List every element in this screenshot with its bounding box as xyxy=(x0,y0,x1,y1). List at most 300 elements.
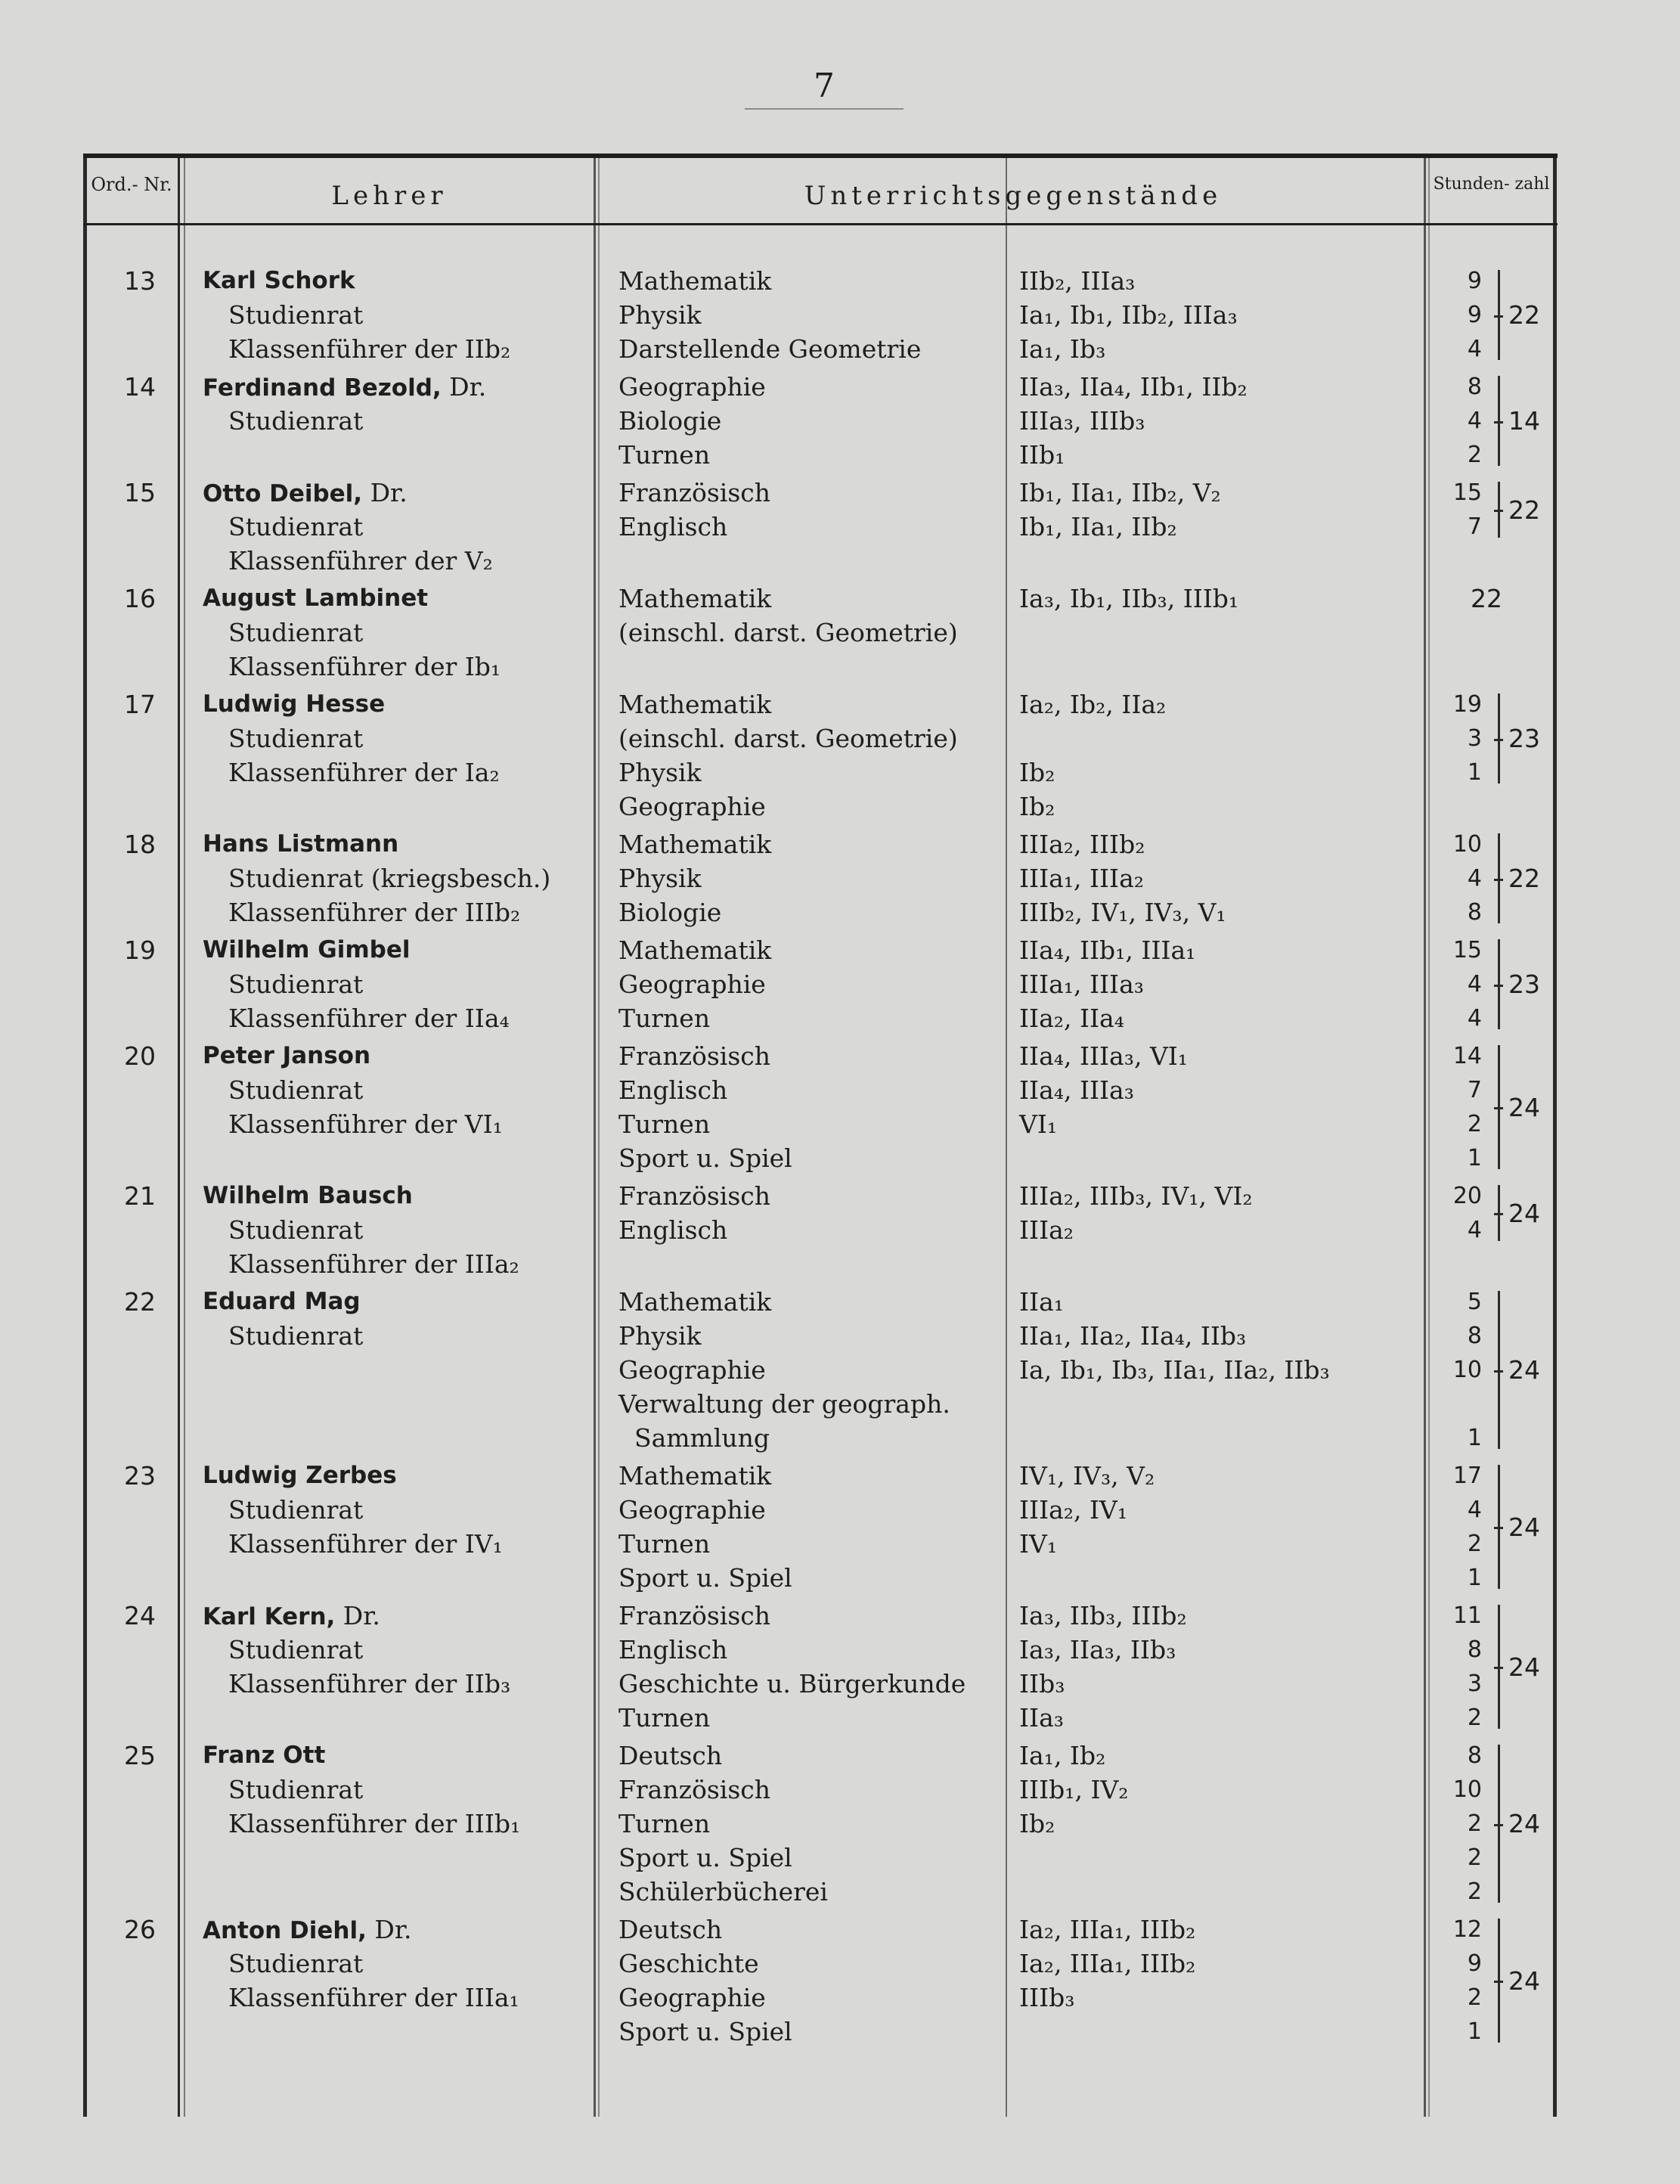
class-list: IIIa₂, IIIb₃, IV₁, VI₂ xyxy=(1019,1181,1253,1211)
total-hours: 24 xyxy=(1508,1355,1540,1385)
table-row xyxy=(83,1913,1558,2052)
teacher-role: Studienrat xyxy=(228,724,364,753)
teacher-role: Klassenführer der Ib₁ xyxy=(228,652,501,681)
hours-value: 15 xyxy=(1452,937,1482,963)
class-list: IIb₃ xyxy=(1019,1669,1065,1698)
subject: Französisch xyxy=(618,1181,771,1211)
hours-cell xyxy=(1437,476,1482,578)
teacher-role: Klassenführer der IIIb₂ xyxy=(228,898,521,927)
teacher-academic-title: Dr. xyxy=(362,478,408,507)
teacher-cell xyxy=(203,264,592,366)
brace-tip xyxy=(1494,1213,1503,1215)
class-list: Ia₂, IIIa₁, IIIb₂ xyxy=(1019,1915,1196,1944)
subject: Physik xyxy=(618,758,702,787)
subjects-cell xyxy=(618,370,1008,472)
teacher-name-text: Karl Kern, xyxy=(203,1603,336,1630)
subject xyxy=(618,1247,1008,1281)
teacher-cell xyxy=(203,933,592,1035)
total-hours: 23 xyxy=(1508,724,1540,753)
teacher-role: Studienrat xyxy=(228,969,364,999)
teacher-academic-title: Dr. xyxy=(441,372,487,402)
classes-cell xyxy=(1019,1285,1420,1455)
table-row xyxy=(83,1739,1558,1913)
subject: Mathematik xyxy=(618,935,772,965)
teacher-name xyxy=(203,933,592,967)
teacher-name xyxy=(203,370,592,404)
ord-number: 22 xyxy=(124,1287,156,1317)
header-unterrichtsgegenstaende: Unterrichtsgegenstände xyxy=(804,181,1223,211)
subject: (einschl. darst. Geometrie) xyxy=(618,724,958,753)
subject: Verwaltung der geograph. xyxy=(618,1389,950,1419)
total-hours: 24 xyxy=(1508,1652,1540,1682)
table-row xyxy=(83,1285,1558,1459)
subject: Mathematik xyxy=(618,266,772,296)
teacher-name-text: Karl Schork xyxy=(203,267,355,294)
table-row xyxy=(83,687,1558,827)
classes-cell xyxy=(1019,370,1420,472)
teacher-role: Klassenführer der VI₁ xyxy=(228,1109,503,1139)
teacher-name-text: Peter Janson xyxy=(203,1042,371,1069)
table-row xyxy=(83,1039,1558,1179)
subject: Darstellende Geometrie xyxy=(618,334,922,364)
teacher-role: Studienrat xyxy=(228,618,364,647)
total-hours: 24 xyxy=(1508,1809,1540,1838)
subject: Englisch xyxy=(618,1635,728,1664)
class-list xyxy=(1019,1561,1420,1595)
class-list xyxy=(1019,1387,1420,1421)
total-hours: 22 xyxy=(1471,584,1502,613)
subject xyxy=(618,650,1008,684)
class-list: IIIa₂ xyxy=(1019,1215,1074,1245)
hours-value: 1 xyxy=(1467,1565,1482,1591)
brace-tip xyxy=(1494,1667,1503,1669)
subject: Turnen xyxy=(618,1809,711,1838)
subjects-cell xyxy=(618,1285,1008,1455)
subject: Deutsch xyxy=(618,1741,723,1770)
hours-value: 10 xyxy=(1452,1776,1482,1803)
subject: Geographie xyxy=(618,969,766,999)
subjects-cell xyxy=(618,1459,1008,1595)
classes-cell xyxy=(1019,1459,1420,1595)
subject: Mathematik xyxy=(618,584,772,613)
hours-value: 4 xyxy=(1467,1005,1482,1032)
teacher-cell xyxy=(203,827,592,929)
hours-cell xyxy=(1437,687,1482,824)
hours-value: 3 xyxy=(1467,725,1482,752)
subjects-cell xyxy=(618,687,1008,824)
subject: Französisch xyxy=(618,478,771,507)
subjects-cell xyxy=(618,264,1008,366)
teacher-cell xyxy=(203,1913,592,2015)
classes-cell xyxy=(1019,1039,1420,1175)
teacher-role: Studienrat xyxy=(228,1495,364,1525)
teacher-name-text: Ludwig Zerbes xyxy=(203,1462,397,1489)
subjects-cell xyxy=(618,582,1008,684)
class-list: IIb₂, IIIa₃ xyxy=(1019,266,1136,296)
hours-cell xyxy=(1437,1039,1482,1175)
ord-number: 14 xyxy=(124,372,156,402)
subjects-cell xyxy=(618,827,1008,929)
subject: Englisch xyxy=(618,512,728,541)
teacher-name xyxy=(203,582,592,616)
teacher-role: Studienrat xyxy=(228,1075,364,1105)
teacher-role: Studienrat xyxy=(228,300,364,330)
teacher-role: Studienrat xyxy=(228,1635,364,1664)
classes-cell xyxy=(1019,1913,1420,2049)
hours-value xyxy=(1437,1387,1482,1421)
subjects-cell xyxy=(618,1179,1008,1281)
class-list: Ib₂ xyxy=(1019,1809,1055,1838)
hours-value: 15 xyxy=(1452,479,1482,506)
brace-tip xyxy=(1494,1527,1503,1529)
total-hours: 24 xyxy=(1508,1965,1540,1996)
subjects-cell xyxy=(618,1599,1008,1735)
subject: (einschl. darst. Geometrie) xyxy=(618,618,958,647)
class-list: VI₁ xyxy=(1019,1109,1058,1139)
class-list: Ia₃, IIa₃, IIb₃ xyxy=(1019,1635,1176,1664)
teacher-role: Klassenführer der V₂ xyxy=(228,546,493,575)
teacher-role: Klassenführer der IIb₂ xyxy=(228,334,511,364)
subject: Turnen xyxy=(618,440,711,470)
hours-value: 12 xyxy=(1452,1916,1482,1943)
hours-value: 2 xyxy=(1467,1531,1482,1557)
hours-value: 9 xyxy=(1467,302,1482,328)
ord-number: 15 xyxy=(124,478,156,507)
table-row xyxy=(83,1599,1558,1739)
header-ord: Ord.- Nr. xyxy=(91,174,172,195)
hours-value: 4 xyxy=(1467,1497,1482,1523)
teacher-role: Studienrat xyxy=(228,1321,364,1351)
hours-value: 14 xyxy=(1452,1043,1482,1069)
class-list xyxy=(1019,721,1420,755)
subject: Biologie xyxy=(618,406,722,436)
teacher-role: Studienrat (kriegsbesch.) xyxy=(228,864,551,893)
subject: Turnen xyxy=(618,1004,711,1033)
class-list: Ia₁, Ib₂ xyxy=(1019,1741,1106,1770)
subject: Mathematik xyxy=(618,1287,772,1317)
teacher-cell xyxy=(203,1599,592,1701)
teacher-cell xyxy=(203,1459,592,1561)
subject: Sport u. Spiel xyxy=(618,1143,792,1173)
subjects-cell xyxy=(618,933,1008,1035)
subject: Schülerbücherei xyxy=(618,1877,828,1906)
total-hours: 14 xyxy=(1508,406,1540,436)
teacher-role: Klassenführer der IIIa₁ xyxy=(228,1983,519,2012)
class-list: IIIb₃ xyxy=(1019,1983,1075,2012)
table-row xyxy=(83,1459,1558,1599)
hours-value: 11 xyxy=(1452,1602,1482,1629)
brace-tip xyxy=(1494,1370,1503,1373)
teacher-role: Studienrat xyxy=(228,406,364,436)
hours-value: 2 xyxy=(1467,1844,1482,1871)
class-list xyxy=(1019,1841,1420,1875)
total-hours: 24 xyxy=(1508,1092,1540,1122)
subject: Turnen xyxy=(618,1529,711,1559)
classes-cell xyxy=(1019,582,1420,684)
hours-value: 7 xyxy=(1467,1077,1482,1103)
header-rule xyxy=(83,223,1558,225)
table-row xyxy=(83,370,1558,476)
brace-tip xyxy=(1494,1107,1503,1109)
class-list: IV₁, IV₃, V₂ xyxy=(1019,1461,1155,1491)
ord-number: 20 xyxy=(124,1041,156,1071)
teacher-cell xyxy=(203,1039,592,1141)
hours-value: 8 xyxy=(1467,899,1482,926)
hours-value: 9 xyxy=(1467,1950,1482,1977)
classes-cell xyxy=(1019,933,1420,1035)
hours-cell xyxy=(1437,370,1482,472)
hours-value: 10 xyxy=(1452,1357,1482,1383)
teacher-name-text: Wilhelm Bausch xyxy=(203,1182,413,1209)
class-list: Ia₁, Ib₃ xyxy=(1019,334,1106,364)
hours-value: 4 xyxy=(1467,336,1482,362)
class-list: IIa₃ xyxy=(1019,1703,1064,1733)
classes-cell xyxy=(1019,1179,1420,1281)
brace-tip xyxy=(1494,739,1503,741)
teacher-role: Studienrat xyxy=(228,1775,364,1804)
teacher-name xyxy=(203,687,592,721)
ord-number: 18 xyxy=(124,830,156,859)
class-list xyxy=(1019,650,1420,684)
ord-number: 24 xyxy=(124,1601,156,1630)
hours-value: 4 xyxy=(1467,408,1482,434)
teacher-name xyxy=(203,264,592,298)
hours-value xyxy=(1437,650,1482,684)
hours-value: 5 xyxy=(1467,1289,1482,1315)
ord-number: 16 xyxy=(124,584,156,613)
hours-value: 4 xyxy=(1467,971,1482,997)
brace-tip xyxy=(1494,879,1503,881)
class-list: IV₁ xyxy=(1019,1529,1058,1559)
table-row xyxy=(83,476,1558,582)
hours-value: 3 xyxy=(1467,1671,1482,1697)
classes-cell xyxy=(1019,827,1420,929)
teacher-name-text: Hans Listmann xyxy=(203,830,399,858)
teacher-name xyxy=(203,1599,592,1633)
class-list: IIIa₃, IIIb₃ xyxy=(1019,406,1145,436)
teacher-name xyxy=(203,476,592,510)
class-list: Ia₁, Ib₁, IIb₂, IIIa₃ xyxy=(1019,300,1238,330)
hours-cell xyxy=(1437,264,1482,366)
teacher-name-text: Eduard Mag xyxy=(203,1288,361,1315)
subject: Sport u. Spiel xyxy=(618,2017,792,2046)
table-row xyxy=(83,264,1558,370)
subject: Deutsch xyxy=(618,1915,723,1944)
class-list: IIIa₂, IV₁ xyxy=(1019,1495,1128,1525)
total-hours: 24 xyxy=(1508,1512,1540,1542)
subject: Physik xyxy=(618,300,702,330)
teacher-cell xyxy=(203,1285,592,1353)
subject: Physik xyxy=(618,1321,702,1351)
teacher-role: Klassenführer der IIb₃ xyxy=(228,1669,511,1698)
teacher-name-text: Anton Diehl, xyxy=(203,1917,367,1944)
table-body xyxy=(83,264,1558,2052)
brace-tip xyxy=(1494,421,1503,423)
teacher-name-text: Ferdinand Bezold, xyxy=(203,374,442,402)
ord-number: 23 xyxy=(124,1461,156,1491)
class-list xyxy=(1019,1247,1420,1281)
ord-number: 17 xyxy=(124,690,156,719)
subject: Englisch xyxy=(618,1215,728,1245)
class-list: IIa₁ xyxy=(1019,1287,1064,1317)
subject: Französisch xyxy=(618,1601,771,1630)
table-row xyxy=(83,933,1558,1039)
hours-value: 20 xyxy=(1452,1183,1482,1209)
subjects-cell xyxy=(618,1913,1008,2049)
teacher-cell xyxy=(203,370,592,438)
hours-cell xyxy=(1437,933,1482,1035)
subject: Geographie xyxy=(618,1355,766,1385)
teacher-name xyxy=(203,1459,592,1493)
subject: Englisch xyxy=(618,1075,728,1105)
table-row xyxy=(83,1179,1558,1285)
hours-value xyxy=(1437,1247,1482,1281)
ord-number: 25 xyxy=(124,1741,156,1770)
teacher-name xyxy=(203,1179,592,1213)
brace-tip xyxy=(1494,985,1503,987)
ord-number: 19 xyxy=(124,935,156,965)
hours-value: 2 xyxy=(1467,1705,1482,1731)
class-list: IIa₄, IIb₁, IIIa₁ xyxy=(1019,935,1196,965)
hours-value: 9 xyxy=(1467,268,1482,294)
hours-value xyxy=(1437,790,1482,824)
class-list: IIa₂, IIa₄ xyxy=(1019,1004,1124,1033)
teacher-name xyxy=(203,1285,592,1319)
teacher-cell xyxy=(203,1179,592,1281)
subject: Französisch xyxy=(618,1775,771,1804)
header-lehrer: Lehrer xyxy=(331,181,448,211)
hours-value: 8 xyxy=(1467,1636,1482,1663)
class-list xyxy=(1019,616,1420,650)
hours-value: 10 xyxy=(1452,831,1482,858)
teacher-cell xyxy=(203,476,592,578)
ord-number: 26 xyxy=(124,1915,156,1944)
class-list xyxy=(1019,1141,1420,1175)
total-hours: 23 xyxy=(1508,969,1540,999)
teacher-table xyxy=(83,154,1558,2117)
brace-tip xyxy=(1494,315,1503,318)
subject: Sport u. Spiel xyxy=(618,1843,792,1872)
class-list: Ib₂ xyxy=(1019,758,1055,787)
hours-value: 1 xyxy=(1467,759,1482,786)
subject: Geschichte u. Bürgerkunde xyxy=(618,1669,966,1698)
hours-cell xyxy=(1437,1913,1482,2049)
teacher-name xyxy=(203,1039,592,1073)
subject: Turnen xyxy=(618,1109,711,1139)
teacher-role: Klassenführer der IIIb₁ xyxy=(228,1809,521,1838)
class-list: IIIa₁, IIIa₃ xyxy=(1019,969,1144,999)
teacher-name-text: Ludwig Hesse xyxy=(203,690,386,718)
teacher-name-text: Wilhelm Gimbel xyxy=(203,936,411,963)
class-list: Ib₁, IIa₁, IIb₂, V₂ xyxy=(1019,478,1221,507)
subjects-cell xyxy=(618,476,1008,578)
class-list xyxy=(1019,2015,1420,2049)
hours-cell xyxy=(1437,827,1482,929)
subject: Geographie xyxy=(618,792,766,821)
ord-number: 21 xyxy=(124,1181,156,1211)
teacher-cell xyxy=(203,1739,592,1841)
subject: Geographie xyxy=(618,372,766,402)
subject: Geographie xyxy=(618,1983,766,2012)
total-hours: 22 xyxy=(1508,864,1540,893)
subject: Mathematik xyxy=(618,1461,772,1491)
hours-cell xyxy=(1437,1179,1482,1281)
hours-value: 17 xyxy=(1452,1463,1482,1489)
class-list: IIIa₁, IIIa₂ xyxy=(1019,864,1144,893)
total-hours: 22 xyxy=(1508,300,1540,330)
hours-value xyxy=(1437,616,1482,650)
hours-cell xyxy=(1437,1599,1482,1735)
hours-value: 4 xyxy=(1467,1217,1482,1243)
teacher-role: Klassenführer der IIIa₂ xyxy=(228,1249,519,1279)
brace-tip xyxy=(1494,510,1503,512)
class-list: IIa₄, IIIa₃, VI₁ xyxy=(1019,1041,1189,1071)
class-list: Ia₃, Ib₁, IIb₃, IIIb₁ xyxy=(1019,584,1239,613)
class-list: Ia₃, IIb₃, IIIb₂ xyxy=(1019,1601,1187,1630)
brace-tip xyxy=(1494,1824,1503,1826)
hours-value: 8 xyxy=(1467,1742,1482,1769)
total-hours: 24 xyxy=(1508,1198,1540,1228)
teacher-role: Studienrat xyxy=(228,1215,364,1245)
class-list: Ia₂, IIIa₁, IIIb₂ xyxy=(1019,1949,1196,1978)
teacher-academic-title: Dr. xyxy=(335,1601,380,1630)
subject: Geschichte xyxy=(618,1949,759,1978)
subject: Mathematik xyxy=(618,690,772,719)
ord-number: 13 xyxy=(124,266,156,296)
classes-cell xyxy=(1019,687,1420,824)
classes-cell xyxy=(1019,1599,1420,1735)
page-number: 7 xyxy=(814,67,835,105)
teacher-role: Klassenführer der IV₁ xyxy=(228,1529,503,1559)
class-list xyxy=(1019,1875,1420,1909)
subjects-cell xyxy=(618,1739,1008,1909)
teacher-name xyxy=(203,1913,592,1947)
teacher-name-text: August Lambinet xyxy=(203,585,429,612)
hours-value: 19 xyxy=(1452,691,1482,718)
subject: Sammlung xyxy=(618,1423,770,1453)
class-list: IIa₁, IIa₂, IIa₄, IIb₃ xyxy=(1019,1321,1247,1351)
header-stundenzahl: Stunden- zahl xyxy=(1433,175,1550,194)
class-list: Ia₂, Ib₂, IIa₂ xyxy=(1019,690,1167,719)
hours-value: 1 xyxy=(1467,1145,1482,1171)
class-list: IIb₁ xyxy=(1019,440,1065,470)
hours-cell xyxy=(1437,1739,1482,1909)
subject: Turnen xyxy=(618,1703,711,1733)
hours-cell xyxy=(1437,1459,1482,1595)
hours-value: 8 xyxy=(1467,1323,1482,1349)
subject: Mathematik xyxy=(618,830,772,859)
teacher-academic-title: Dr. xyxy=(366,1915,412,1944)
hours-value: 1 xyxy=(1467,1425,1482,1451)
class-list: Ib₂ xyxy=(1019,792,1055,821)
teacher-role: Klassenführer der IIa₄ xyxy=(228,1004,510,1033)
classes-cell xyxy=(1019,264,1420,366)
page-number-rule xyxy=(745,108,904,110)
classes-cell xyxy=(1019,476,1420,578)
class-list: Ib₁, IIa₁, IIb₂ xyxy=(1019,512,1177,541)
subjects-cell xyxy=(618,1039,1008,1175)
hours-value: 4 xyxy=(1467,865,1482,892)
hours-cell xyxy=(1437,1285,1482,1455)
teacher-role: Studienrat xyxy=(228,1949,364,1978)
class-list: IIIa₂, IIIb₂ xyxy=(1019,830,1145,859)
subject xyxy=(618,544,1008,578)
teacher-name-text: Franz Ott xyxy=(203,1742,326,1769)
teacher-cell xyxy=(203,687,592,790)
hours-value: 2 xyxy=(1467,1984,1482,2011)
class-list: IIIb₂, IV₁, IV₃, V₁ xyxy=(1019,898,1226,927)
table-row xyxy=(83,582,1558,687)
